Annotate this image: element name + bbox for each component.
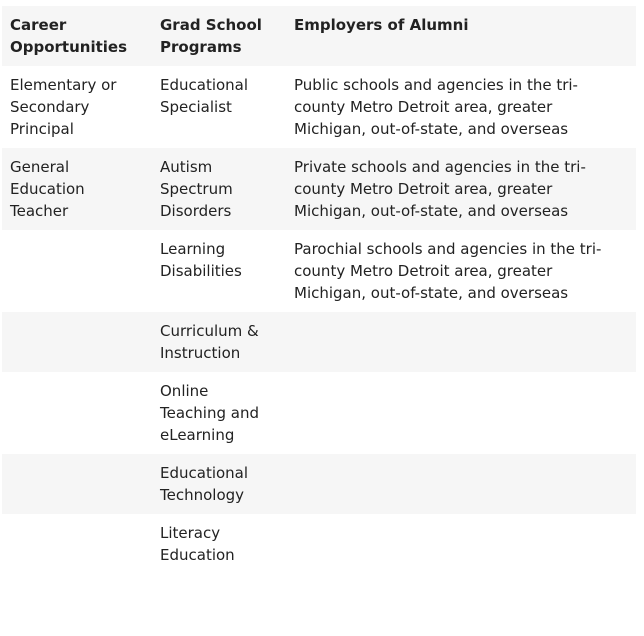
- table-row: [2, 454, 636, 514]
- career-cell: [2, 462, 152, 506]
- program-cell: Online Teaching and eLearning: [160, 382, 259, 444]
- program-cell: Curriculum & Instruction: [160, 322, 259, 362]
- careers-table: [2, 6, 636, 574]
- employers-cell: [286, 320, 636, 364]
- table-row: [2, 372, 636, 454]
- table-row: [2, 312, 636, 372]
- career-cell: General Education Teacher: [10, 158, 85, 220]
- career-cell: Elementary or Secondary Principal: [10, 76, 117, 138]
- employers-cell: Parochial schools and agencies in the tri-county Metro Detroit area, greater Michigan, out-of-state, and overseas: [294, 240, 602, 302]
- career-cell: [2, 522, 152, 566]
- career-cell: [2, 380, 152, 446]
- table-header-row: [2, 6, 636, 66]
- table-row: [2, 514, 636, 574]
- table-row: [2, 66, 636, 148]
- header-career-opportunities: Career Opportunities: [10, 16, 128, 56]
- employers-cell: [286, 522, 636, 566]
- program-cell: Autism Spectrum Disorders: [160, 158, 233, 220]
- header-grad-school-programs: Grad School Programs: [160, 16, 262, 56]
- program-cell: Learning Disabilities: [160, 240, 242, 280]
- table-row: [2, 148, 636, 230]
- employers-cell: [286, 462, 636, 506]
- career-cell: [2, 320, 152, 364]
- program-cell: Literacy Education: [160, 524, 235, 564]
- career-cell: [2, 238, 152, 304]
- program-cell: Educational Technology: [160, 464, 249, 504]
- employers-cell: [286, 380, 636, 446]
- program-cell: Educational Specialist: [160, 76, 249, 116]
- header-employers-of-alumni: Employers of Alumni: [294, 16, 469, 34]
- employers-cell: Private schools and agencies in the tri-county Metro Detroit area, greater Michigan, out-of-state, and overseas: [294, 158, 586, 220]
- employers-cell: Public schools and agencies in the tri-county Metro Detroit area, greater Michigan, out-of-state, and overseas: [294, 76, 578, 138]
- table-row: [2, 230, 636, 312]
